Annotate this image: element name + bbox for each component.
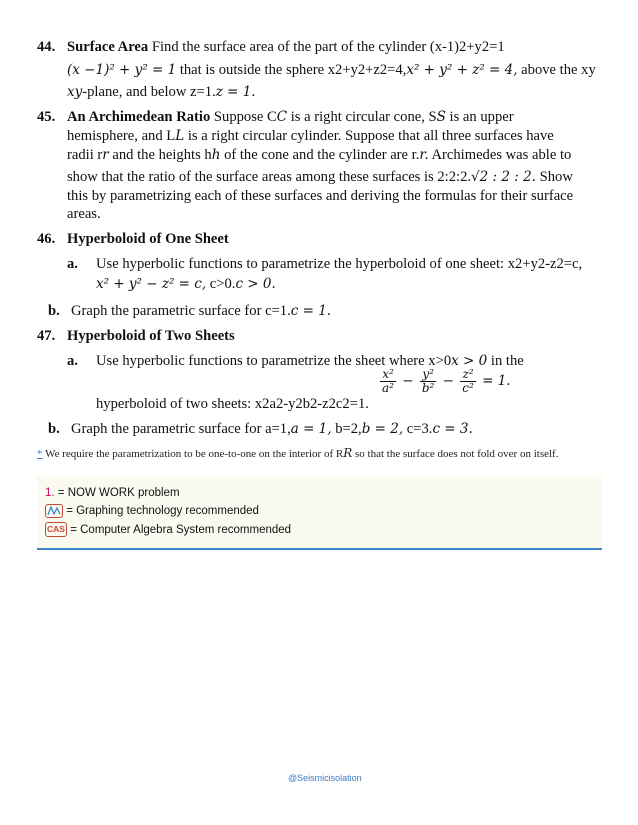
part-label: a. — [67, 256, 78, 272]
footnote-marker-link[interactable]: * — [37, 448, 43, 460]
math-expression: x² + y² + z² = 4, — [406, 62, 518, 78]
problem-text: b=2, — [335, 421, 362, 437]
math-expression: b = 2, — [361, 421, 404, 437]
problem-number: 47. — [37, 328, 56, 344]
part-label: a. — [67, 353, 78, 369]
problem-text: hemisphere, and L — [67, 128, 176, 144]
part-label: b. — [48, 421, 60, 437]
footnote-text: We require the parametrization to be one-to-one on the interior of R — [45, 448, 344, 460]
math-expression: x² + y² − z² = c, — [96, 276, 207, 292]
watermark-text: @Seismicisolation — [288, 773, 362, 783]
minus-sign: − — [402, 373, 414, 389]
math-expression: R — [343, 446, 353, 460]
problem-text: Use hyperbolic functions to parametrize the sheet where x>0 — [96, 353, 452, 369]
problem-title: Hyperboloid of One Sheet — [67, 231, 229, 247]
footnote — [37, 446, 558, 460]
problem-text: is a right circular cone, S — [290, 109, 437, 125]
problem-number: 46. — [37, 231, 56, 247]
problem-text: hyperboloid of two sheets: x2a2-y2b2-z2c2=1. — [96, 396, 369, 412]
legend-text: = Graphing technology recommended — [66, 505, 259, 517]
minus-sign: − — [442, 373, 454, 389]
math-expression: h — [211, 147, 221, 163]
problem-title: An Archimedean Ratio — [67, 109, 211, 125]
problem-text: above the xy — [521, 62, 596, 78]
problem-text: Archimedes was able to — [431, 147, 572, 163]
math-expression: r. — [419, 147, 429, 163]
math-expression: c = 1. — [290, 303, 332, 319]
math-expression: c = 3. — [432, 421, 473, 437]
legend-now-work — [45, 484, 180, 502]
problem-text: -plane, and below z=1. — [82, 84, 216, 100]
problem-text: areas. — [67, 206, 101, 222]
problem-text: in the — [490, 353, 524, 369]
graphing-icon — [45, 504, 63, 518]
problem-text: Graph the parametric surface for c=1. — [71, 303, 291, 319]
cas-icon: CAS — [45, 522, 67, 537]
problem-text: Graph the parametric surface for a=1, — [71, 421, 291, 437]
problem-text: this by parametrizing each of these surfaces and deriving the formulas for their surface — [67, 188, 574, 204]
math-expression: L — [175, 128, 185, 144]
problem-text: is an upper — [449, 109, 514, 125]
legend-box — [37, 476, 602, 550]
problem-text: show that the ratio of the surface areas among these surfaces is 2:2:2. — [67, 169, 472, 185]
problem-number: 45. — [37, 109, 56, 125]
legend-cas — [45, 521, 291, 539]
math-expression: S — [436, 109, 446, 125]
problem-text: c=3. — [406, 421, 433, 437]
now-work-number: 1. — [45, 487, 55, 499]
math-expression: x > 0 — [451, 353, 488, 369]
math-expression: C — [276, 109, 288, 125]
problem-text: Show — [539, 169, 573, 185]
math-expression: a = 1, — [290, 421, 332, 437]
math-expression: z = 1. — [215, 84, 256, 100]
fraction-z: $\frac{\text{z²}}{\text{c²}}$ — [462, 367, 474, 395]
math-expression: r — [102, 147, 109, 163]
problem-text: of the cone and the cylinder are r. — [224, 147, 420, 163]
problem-number: 44. — [37, 39, 56, 55]
fraction-y: $\frac{\text{y²}}{\text{b²}}$ — [421, 367, 435, 395]
legend-text: = Computer Algebra System recommended — [70, 524, 292, 536]
problem-text: that is outside the sphere x2+y2+z2=4, — [179, 62, 407, 78]
problem-text: Find the surface area of the part of the cylinder (x-1)2+y2=1 — [151, 39, 505, 55]
fraction-x: $\frac{\text{x²}}{\text{a²}}$ — [382, 367, 394, 395]
problem-text: Use hyperbolic functions to parametrize the hyperboloid of one sheet: x2+y2-z2=c, — [96, 256, 583, 272]
legend-text: = NOW WORK problem — [57, 487, 180, 499]
problem-title: Hyperboloid of Two Sheets — [67, 328, 235, 344]
problem-text: Suppose C — [213, 109, 277, 125]
math-expression: √2 : 2 : 2. — [471, 169, 536, 185]
equals-one: = 1. — [482, 373, 511, 389]
problem-text: c>0. — [209, 276, 236, 292]
legend-graphing — [45, 502, 259, 520]
part-label: b. — [48, 303, 60, 319]
math-expression: xy — [67, 84, 83, 100]
math-expression: (x −1)² + y² = 1 — [67, 62, 177, 78]
problem-text: and the heights h — [112, 147, 212, 163]
problem-text: is a right circular cylinder. Suppose that all three surfaces have — [187, 128, 554, 144]
footnote-text: so that the surface does not fold over on itself. — [355, 448, 559, 460]
problem-title: Surface Area — [67, 39, 149, 55]
problem-text: radii r — [67, 147, 103, 163]
math-expression: c > 0. — [235, 276, 276, 292]
